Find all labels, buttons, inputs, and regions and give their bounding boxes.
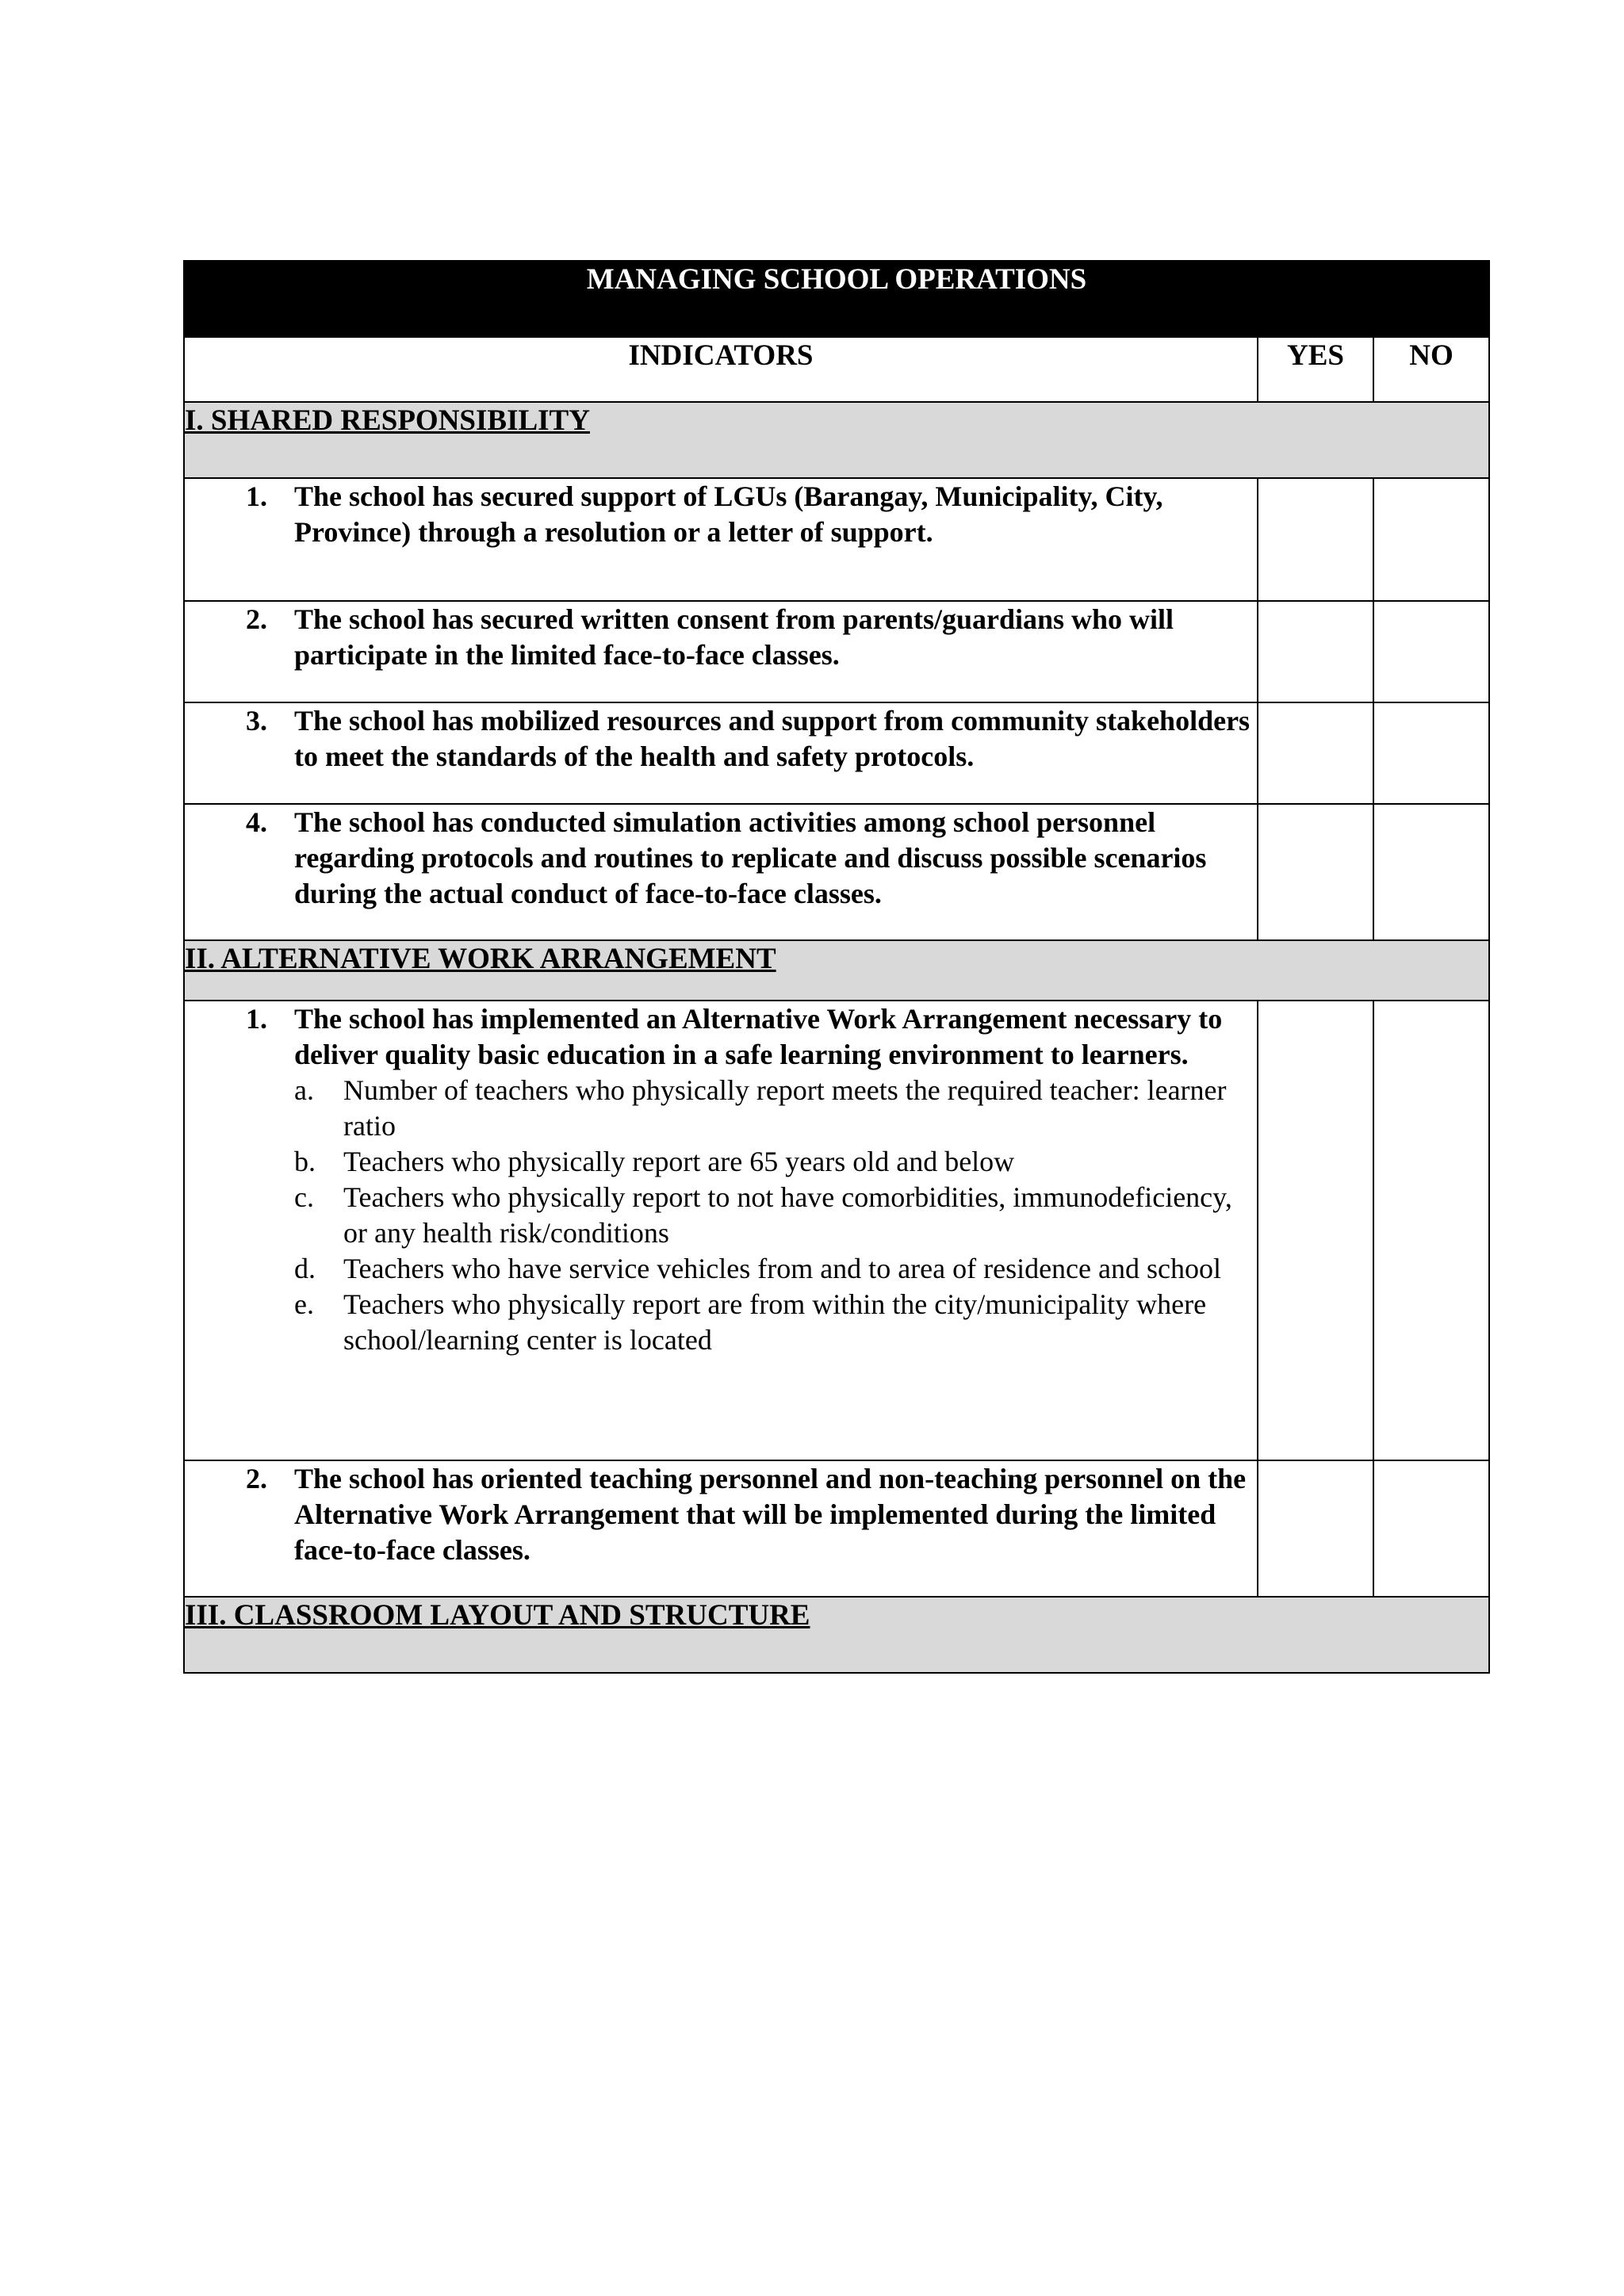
indicator-cell xyxy=(184,702,1258,804)
section-heading-row xyxy=(184,402,1489,478)
sub-item-text: Number of teachers who physically report meets the required teacher: learner ratio xyxy=(343,1074,1227,1142)
indicator-text: The school has oriented teaching personnel and non-teaching personnel on the Alternative Work Arrangement that will be implemented during the limited face-to-face classes. xyxy=(294,1463,1247,1566)
indicator-cell xyxy=(184,1460,1258,1597)
list-item xyxy=(294,1287,1257,1358)
indicator-text: The school has secured support of LGUs (Barangay, Municipality, City, Province) through a resolution or a letter of support. xyxy=(294,480,1163,548)
no-checkbox-cell[interactable] xyxy=(1373,478,1489,601)
sub-item-letter: a. xyxy=(294,1074,314,1106)
sub-item-text: Teachers who have service vehicles from and to area of residence and school xyxy=(343,1253,1221,1284)
list-item xyxy=(294,1180,1257,1251)
operations-checklist-table xyxy=(183,260,1490,1674)
no-header: NO xyxy=(1373,337,1489,402)
yes-checkbox-cell[interactable] xyxy=(1258,601,1373,702)
sub-item-letter: b. xyxy=(294,1146,316,1177)
yes-checkbox-cell[interactable] xyxy=(1258,804,1373,940)
indicator-cell xyxy=(184,478,1258,601)
yes-checkbox-cell[interactable] xyxy=(1258,478,1373,601)
column-header-row xyxy=(184,337,1489,402)
item-number: 4. xyxy=(246,806,267,838)
indicator-cell xyxy=(184,1001,1258,1460)
section-heading-row xyxy=(184,1597,1489,1673)
table-row xyxy=(184,1460,1489,1597)
table-row xyxy=(184,702,1489,804)
section-heading: I. SHARED RESPONSIBILITY xyxy=(184,402,1489,478)
indicator-text: The school has conducted simulation activities among school personnel regarding protocols and routines to replicate and discuss possible scenarios during the actual conduct of face-to-face classes. xyxy=(294,806,1207,909)
sub-criteria-list xyxy=(294,1073,1257,1358)
table-row xyxy=(184,1001,1489,1460)
yes-checkbox-cell[interactable] xyxy=(1258,702,1373,804)
indicator-text: The school has implemented an Alternative Work Arrangement necessary to deliver quality basic education in a safe learning environment to learners. xyxy=(294,1003,1223,1070)
checklist-sheet xyxy=(183,260,1488,1674)
item-number: 1. xyxy=(246,480,267,512)
list-item xyxy=(294,1251,1257,1287)
no-checkbox-cell[interactable] xyxy=(1373,702,1489,804)
sub-item-text: Teachers who physically report to not have comorbidities, immunodeficiency, or any health risk/conditions xyxy=(343,1181,1232,1249)
yes-header: YES xyxy=(1258,337,1373,402)
table-row xyxy=(184,804,1489,940)
yes-checkbox-cell[interactable] xyxy=(1258,1001,1373,1460)
yes-checkbox-cell[interactable] xyxy=(1258,1460,1373,1597)
list-item xyxy=(294,1073,1257,1144)
table-row xyxy=(184,601,1489,702)
no-checkbox-cell[interactable] xyxy=(1373,1001,1489,1460)
indicator-text: The school has secured written consent from parents/guardians who will participate in the limited face-to-face classes. xyxy=(294,603,1174,671)
table-title-row xyxy=(184,261,1489,337)
table-row xyxy=(184,478,1489,601)
section-heading: III. CLASSROOM LAYOUT AND STRUCTURE xyxy=(184,1597,1489,1673)
no-checkbox-cell[interactable] xyxy=(1373,601,1489,702)
table-title: MANAGING SCHOOL OPERATIONS xyxy=(184,261,1489,337)
sub-item-letter: d. xyxy=(294,1253,316,1284)
item-number: 3. xyxy=(246,705,267,737)
no-checkbox-cell[interactable] xyxy=(1373,1460,1489,1597)
indicator-cell xyxy=(184,804,1258,940)
indicator-text: The school has mobilized resources and support from community stakeholders to meet the standards of the health and safety protocols. xyxy=(294,705,1251,772)
sub-item-text: Teachers who physically report are 65 years old and below xyxy=(343,1146,1015,1177)
section-heading-row xyxy=(184,940,1489,1001)
item-number: 2. xyxy=(246,1463,267,1494)
indicator-cell xyxy=(184,601,1258,702)
item-number: 2. xyxy=(246,603,267,635)
indicators-header: INDICATORS xyxy=(184,337,1258,402)
section-heading: II. ALTERNATIVE WORK ARRANGEMENT xyxy=(184,940,1489,1001)
sub-item-letter: e. xyxy=(294,1288,314,1320)
no-checkbox-cell[interactable] xyxy=(1373,804,1489,940)
list-item xyxy=(294,1144,1257,1180)
sub-item-text: Teachers who physically report are from within the city/municipality where school/learning center is located xyxy=(343,1288,1207,1356)
sub-item-letter: c. xyxy=(294,1181,314,1213)
item-number: 1. xyxy=(246,1003,267,1035)
